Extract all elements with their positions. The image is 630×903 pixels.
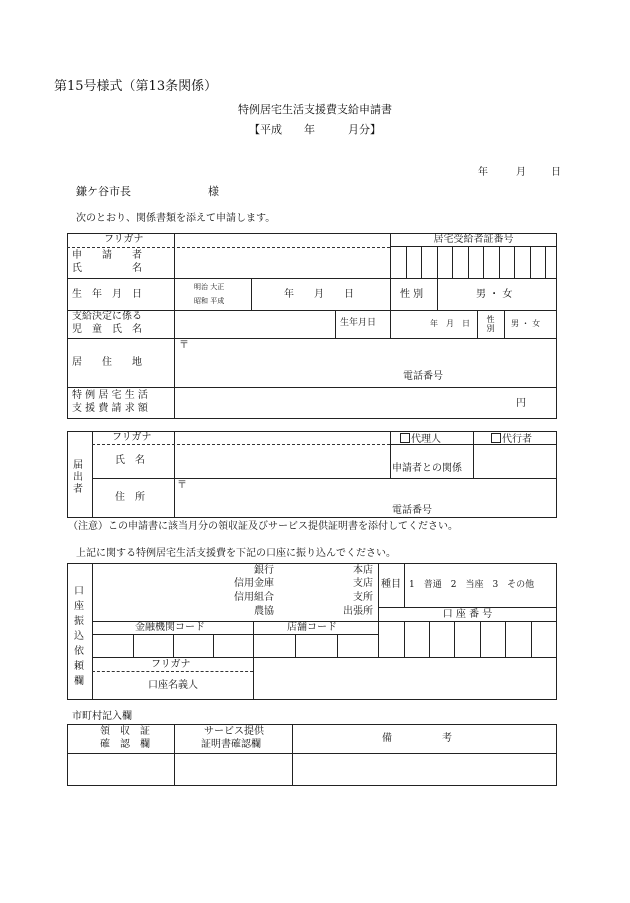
applicant-label: 申 請 者 xyxy=(72,250,142,261)
birth-label: 生 年 月 日 xyxy=(72,289,142,300)
notifier-furigana-label: フリガナ xyxy=(112,432,152,443)
child-sex-label: 性 別 xyxy=(486,315,495,333)
branch-type-4: 出張所 xyxy=(343,606,373,617)
account-no-label: 口 座 番 号 xyxy=(442,609,493,620)
date-day: 日 xyxy=(551,167,561,178)
bank-type-4: 農協 xyxy=(254,606,274,617)
receipt-label-1: 領 収 証 xyxy=(100,726,150,737)
notifier-address-field[interactable] xyxy=(175,479,556,517)
furigana-label: フリガナ xyxy=(104,234,144,245)
era-1: 明治 大正 xyxy=(194,283,225,291)
addressee-mayor: 鎌ケ谷市長 xyxy=(76,185,131,198)
proxy-label: 代行者 xyxy=(502,434,532,445)
bank-type-3: 信用組合 xyxy=(234,592,274,603)
notifier-name-field[interactable] xyxy=(175,445,389,477)
receipt-label-2: 確 認 欄 xyxy=(100,739,150,750)
bank-type-1: 銀行 xyxy=(254,565,274,576)
agent-label: 代理人 xyxy=(411,434,441,445)
proxy-checkbox[interactable] xyxy=(491,433,501,443)
notifier-address-label: 住 所 xyxy=(115,492,145,503)
note-text: （注意）この申請書に該当月分の領収証及びサービス提供証明書を添付してください。 xyxy=(68,521,458,532)
child-label-1: 支給決定に係る xyxy=(72,311,142,322)
branch-type-1: 本店 xyxy=(353,565,373,576)
cert-no-label: 居宅受給者証番号 xyxy=(433,234,514,245)
bank-furigana-label: フリガナ xyxy=(151,659,191,670)
kind-values: 1 普通 2 当座 3 その他 xyxy=(409,580,535,590)
sex-label: 性 別 xyxy=(400,289,424,300)
holder-label: 口座名義人 xyxy=(148,680,198,691)
kind-label: 種目 xyxy=(381,579,401,590)
intro-text: 次のとおり、関係書類を添えて申請します。 xyxy=(76,213,276,224)
child-name-field[interactable] xyxy=(175,311,334,337)
applicant-name-field[interactable] xyxy=(175,248,389,277)
child-label-2: 児 童 氏 名 xyxy=(72,324,142,335)
notifier-vertical-label: 届出者 xyxy=(73,460,83,495)
relation-field[interactable] xyxy=(474,445,556,477)
notifier-name-label: 氏 名 xyxy=(115,455,145,466)
address-field[interactable] xyxy=(175,339,556,386)
bank-type-2: 信用金庫 xyxy=(234,578,274,589)
transfer-intro: 上記に関する特例居宅生活支援費を下記の口座に振り込んでください。 xyxy=(76,548,396,559)
claim-label-2: 支 援 費 請 求 額 xyxy=(72,403,148,414)
agent-checkbox[interactable] xyxy=(400,433,410,443)
addressee-honorific: 様 xyxy=(208,185,219,198)
branch-code-label: 店舗コード xyxy=(287,622,337,633)
child-ymd: 年 月 日 xyxy=(430,319,470,328)
postal-mark: 〒 xyxy=(179,340,189,351)
service-check-field[interactable] xyxy=(175,754,291,785)
municipal-heading: 市町村記入欄 xyxy=(72,711,132,722)
proxy-option[interactable] xyxy=(491,433,532,445)
relation-label: 申請者との関係 xyxy=(392,463,462,474)
holder-field[interactable] xyxy=(254,658,556,699)
service-label-1: サービス提供 xyxy=(204,726,264,737)
branch-type-3: 支所 xyxy=(353,592,373,603)
yen-label: 円 xyxy=(516,398,526,409)
sex-value: 男 ・ 女 xyxy=(476,289,513,300)
branch-type-2: 支店 xyxy=(353,578,373,589)
form-title: 特例居宅生活支援費支給申請書 xyxy=(238,103,392,116)
child-birth-label: 生年月日 xyxy=(340,318,377,328)
form-number: 第15号様式（第13条関係） xyxy=(54,79,218,94)
phone-label: 電話番号 xyxy=(403,371,443,382)
form-subtitle: 【平成 年 月分】 xyxy=(249,123,381,136)
bank-name-field[interactable] xyxy=(93,564,377,620)
notifier-phone-label: 電話番号 xyxy=(392,505,432,516)
remarks-label: 備 考 xyxy=(382,733,452,744)
bank-vertical-label: 口座振込依頼欄 xyxy=(74,586,84,687)
date-year: 年 xyxy=(478,167,488,178)
claim-amount-field[interactable] xyxy=(175,388,511,418)
cert-no-field[interactable] xyxy=(391,247,556,277)
era-2: 昭和 平成 xyxy=(194,297,225,305)
claim-label-1: 特 例 居 宅 生 活 xyxy=(72,390,148,401)
child-sex-value: 男 ・ 女 xyxy=(511,319,541,328)
notifier-postal-mark: 〒 xyxy=(177,480,187,491)
institution-code-label: 金融機関コード xyxy=(135,622,205,633)
remarks-field[interactable] xyxy=(293,754,556,785)
birth-ymd: 年 月 日 xyxy=(284,289,354,300)
date-month: 月 xyxy=(516,167,526,178)
receipt-check-field[interactable] xyxy=(68,754,173,785)
service-label-2: 証明書確認欄 xyxy=(201,739,261,750)
address-label: 居 住 地 xyxy=(72,357,142,368)
agent-option[interactable] xyxy=(400,433,441,445)
applicant-name-label: 氏 名 xyxy=(72,263,142,274)
